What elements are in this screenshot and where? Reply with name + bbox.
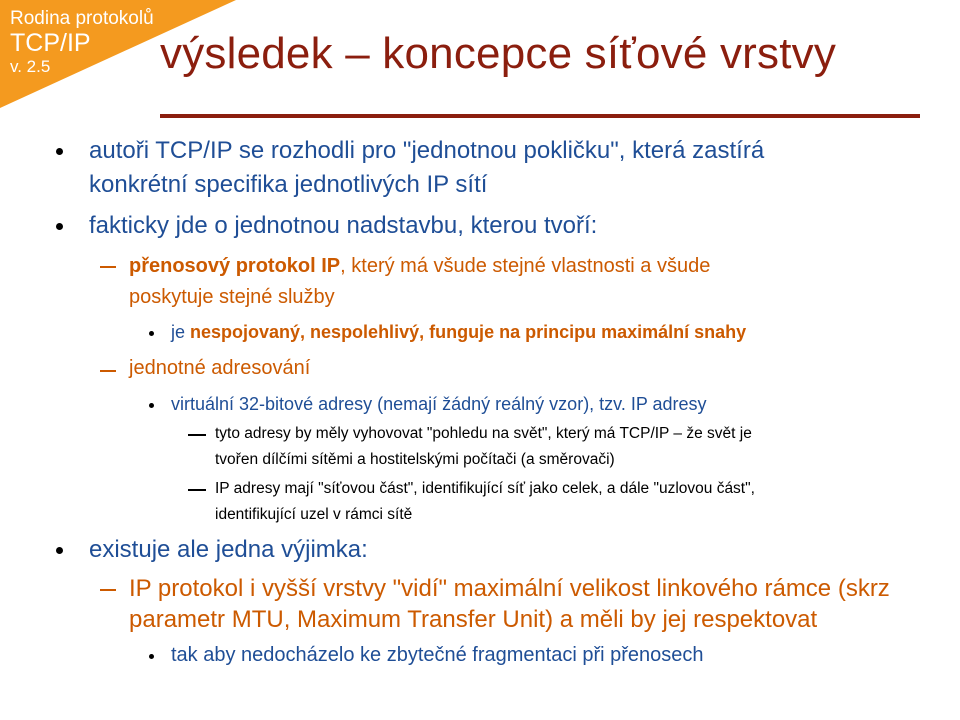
ip-protocol-emphasis: přenosový protokol IP: [129, 255, 341, 277]
slide-title: výsledek – koncepce síťové vrstvy: [160, 29, 837, 78]
detail-address-parts-line2: identifikující uzel v rámci sítě: [215, 506, 413, 523]
subitem-mtu-line2: parametr MTU, Maximum Transfer Unit) a měli by jej respektovat: [129, 606, 818, 633]
subitem-ip-protocol-line1: [129, 255, 710, 278]
subitem-virtual-addresses: virtuální 32-bitové adresy (nemají žádný reálný vzor), tzv. IP adresy: [171, 394, 707, 414]
subitem-ip-protocol-line2: poskytuje stejné služby: [129, 286, 335, 308]
bullet-dot: [56, 547, 63, 554]
bullet-dash: [100, 266, 116, 268]
bullet-exception: existuje ale jedna výjimka:: [89, 536, 368, 563]
bullet-authors-line1: autoři TCP/IP se rozhodli pro "jednotnou pokličku", která zastírá: [89, 137, 765, 164]
detail-worldview-line1: tyto adresy by měly vyhovovat "pohledu na svět", který má TCP/IP – že svět je: [215, 425, 752, 442]
bullet-dot: [56, 223, 63, 230]
bullet-dot: [56, 148, 63, 155]
bullet-dash: [100, 589, 116, 591]
series-protocol: TCP/IP: [10, 29, 91, 58]
bullet-dot-small: [149, 403, 154, 408]
bullet-dot-small: [149, 331, 154, 336]
subitem-fragmentation: tak aby nedocházelo ke zbytečné fragmentaci při přenosech: [171, 644, 704, 666]
series-version: v. 2.5: [10, 57, 51, 77]
bullet-dash: [100, 370, 116, 372]
series-name: Rodina protokolů: [10, 8, 154, 29]
subitem-mtu-line1: IP protokol i vyšší vrstvy "vidí" maximální velikost linkového rámce (skrz: [129, 575, 890, 602]
subitem-ip-properties: [171, 322, 746, 343]
ip-properties-prefix: je: [171, 322, 191, 342]
bullet-overlay: fakticky jde o jednotnou nadstavbu, kterou tvoří:: [89, 212, 598, 239]
bullet-dot-small: [149, 654, 154, 659]
bullet-dash: [188, 489, 206, 491]
detail-address-parts-line1: IP adresy mají "síťovou část", identifikující síť jako celek, a dále "uzlovou část",: [215, 480, 755, 497]
bullet-dash: [188, 434, 206, 436]
bullet-authors-line2: konkrétní specifika jednotlivých IP sítí: [89, 171, 488, 198]
subitem-addressing: jednotné adresování: [129, 357, 311, 379]
ip-protocol-rest: , který má všude stejné vlastnosti a všude: [340, 255, 711, 277]
ip-properties-emphasis: nespojovaný, nespolehlivý, funguje na principu maximální snahy: [190, 322, 747, 342]
detail-worldview-line2: tvořen dílčími sítěmi a hostitelskými počítači (a směrovači): [215, 451, 615, 468]
